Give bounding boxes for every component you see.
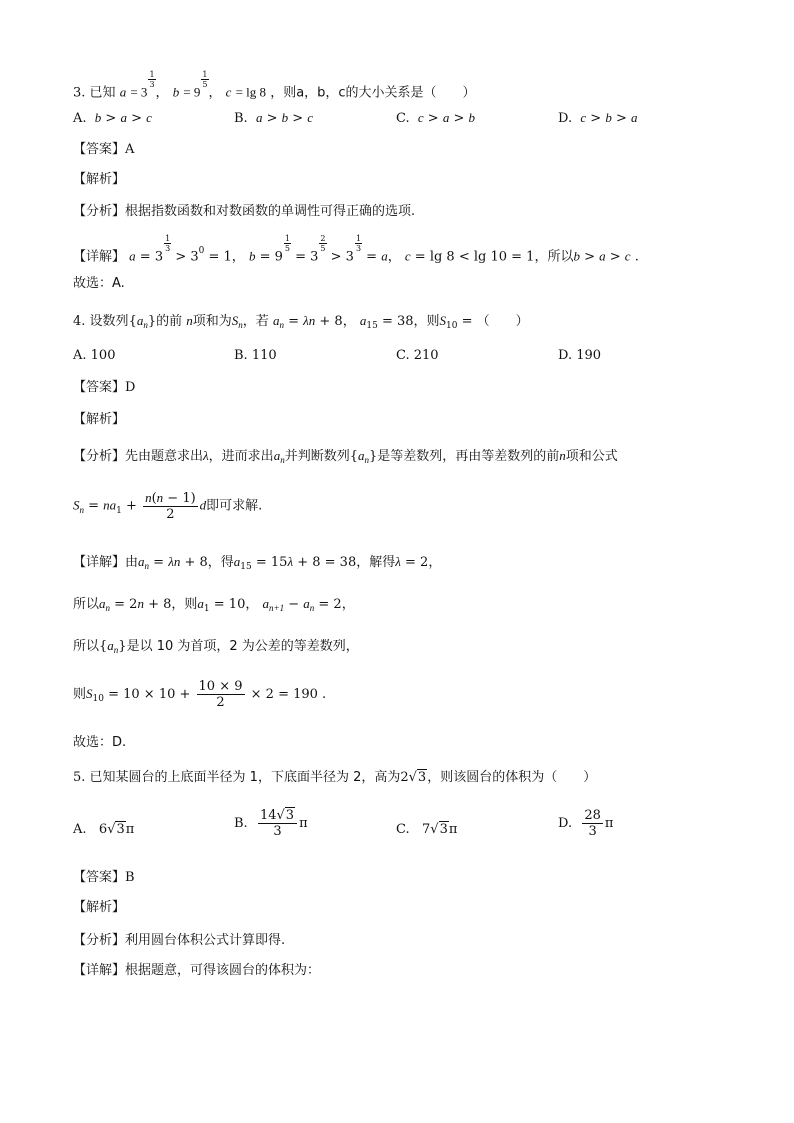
q3-answer: 【答案】A (73, 142, 135, 157)
q5-fenxi: 【分析】利用圆台体积公式计算即得. (73, 933, 286, 948)
q4-answer: 【答案】D (73, 380, 136, 395)
q5-xiangjie: 【详解】根据题意，可得该圆台的体积为： (73, 963, 321, 978)
q5-jiexi: 【解析】 (73, 900, 126, 915)
q4-fenxi: 【分析】先由题意求出λ，进而求出$a_n$并判断数列$\{a_n\}$是等差数列，再由等差数列的前n项和公式 (73, 448, 618, 465)
q3-option-a: A. b > a > c (73, 110, 152, 126)
q5-option-d: D. $\frac{28}{3}$ π (558, 808, 614, 839)
question-4-stem: 4. 设数列$\{a_n\}$的前 n项和为$S_n$，若 $a_n = \lambda n + 8$， $a_{15} = 38$，则$S_{10}$ = （ ） (73, 313, 529, 331)
q4-jiexi: 【解析】 (73, 412, 126, 427)
q3-option-c: C. c > a > b (396, 110, 476, 126)
q4-xiangjie-3: 所以$\{a_n\}$是以 10 为首项，2 为公差的等差数列， (73, 638, 359, 655)
q5-answer: 【答案】B (73, 870, 135, 885)
q3-xiangjie: 【详解】 a = 3 $\frac{1}{3}$ > $3^0 = 1$， b = 9 $\frac{1}{5}$ = 3 $\frac{2}{5}$ > 3 $\frac{1}{3}$ = a， c = lg 8 < lg 10 = 1，所以b > a > c . (73, 234, 639, 265)
q5-option-a: A. 6√3π (73, 822, 135, 837)
q5-option-c: C. 7√3π (396, 822, 458, 837)
q4-xiangjie-1: 【详解】由$a_n = \lambda n + 8$，得$a_{15} = 15\lambda + 8 = 38$，解得λ = 2， (73, 554, 442, 572)
q5-option-b: B. $\frac{14√3}{3}$ π (234, 808, 308, 839)
q3-choose: 故选：A. (73, 276, 125, 291)
question-5-stem: 5. 已知某圆台的上底面半径为 1，下底面半径为 2，高为2√3，则该圆台的体积为（ ） (73, 770, 597, 785)
q4-option-a: A. 100 (73, 348, 116, 363)
q4-choose: 故选：D. (73, 735, 127, 750)
q3-option-d: D. c > b > a (558, 110, 638, 126)
q4-option-d: D. 190 (558, 348, 602, 363)
q4-formula: $S_n = na_1$ + $\frac{n(n - 1)}{2}$ d即可求解. (73, 490, 263, 522)
question-3-stem: 3. 已知 a = 3 $\frac{1}{3}$ ， b = 9 $\frac{1}{5}$ ， c = lg 8 ，则a，b，c的大小关系是（ ） (73, 70, 476, 101)
q4-option-c: C. 210 (396, 348, 439, 363)
q3-jiexi: 【解析】 (73, 172, 126, 187)
q4-xiangjie-2: 所以$a_n = 2n + 8$，则$a_1 = 10$， $a_{n+1} - a_n = 2$， (73, 596, 355, 614)
q3-fenxi: 【分析】根据指数函数和对数函数的单调性可得正确的选项. (73, 204, 416, 219)
q4-option-b: B. 110 (234, 348, 277, 363)
q4-xiangjie-4: 则$S_{10} = 10 \times 10$ + $\frac{10 \times 9}{2}$ × 2 = 190 . (73, 679, 327, 710)
q3-option-b: B. a > b > c (234, 110, 314, 126)
